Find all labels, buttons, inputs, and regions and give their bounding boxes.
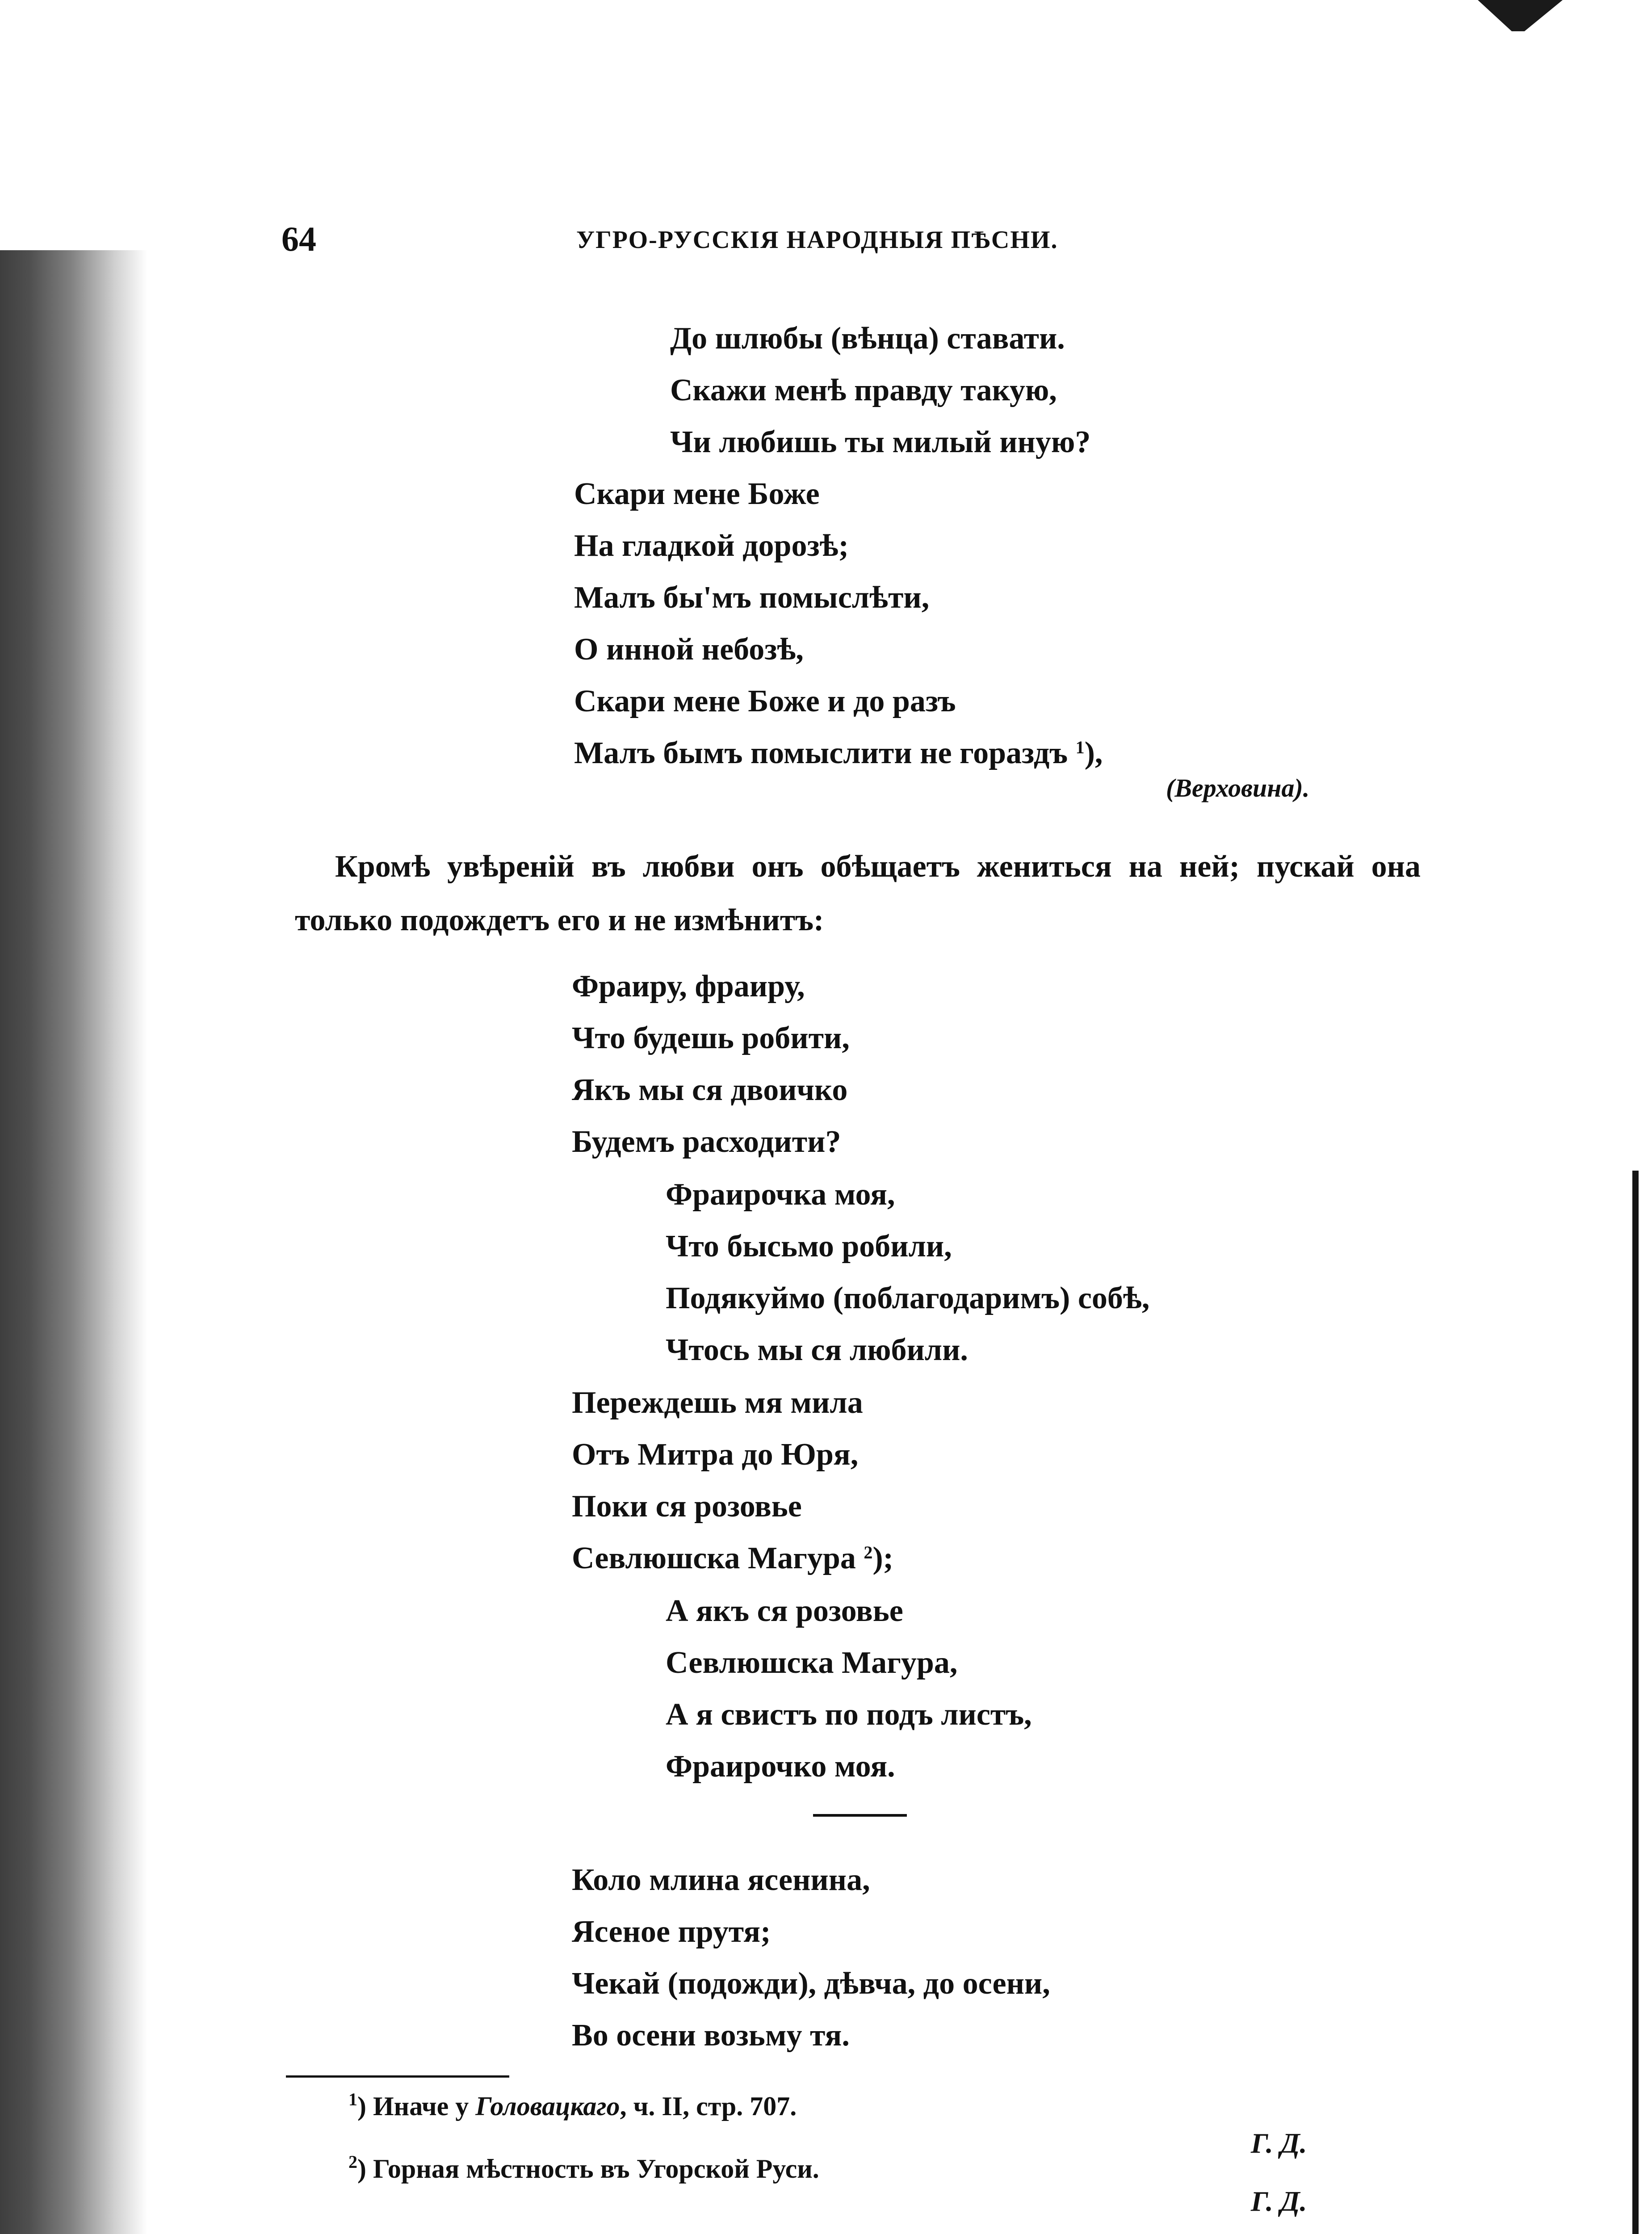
verse-line: Во осени возьму тя.	[572, 2018, 850, 2053]
verse-c	[572, 1854, 1050, 2062]
verse-b-stanza-2	[666, 1169, 1149, 1376]
verse-line: Чекай (подожди), дѣвча, до осени,	[572, 1966, 1050, 2001]
verse-line: Чи любишь ты милый иную?	[670, 425, 1091, 459]
verse-line: Севлюшска Магура $^2$);	[572, 1541, 893, 1575]
prose-text: Кромѣ увѣреній въ любви онъ обѣщаетъ жениться на ней; пускай она только подождетъ его и не измѣнитъ:	[295, 849, 1421, 937]
verse-a	[574, 468, 1103, 779]
verse-line: Фраирочко моя.	[666, 1749, 895, 1784]
verse-line: Будемъ расходити?	[572, 1125, 841, 1159]
verse-line: Чтось мы ся любили.	[666, 1333, 968, 1367]
verse-line: Что бысьмо робили,	[666, 1229, 952, 1264]
running-head: УГРО-РУССКІЯ НАРОДНЫЯ ПѢСНИ.	[576, 226, 1058, 254]
verse-line: Скари мене Боже	[574, 477, 820, 511]
verse-line: Севлюшска Магура,	[666, 1646, 958, 1680]
verse-line: А якъ ся розовье	[666, 1594, 903, 1628]
verse-line: До шлюбы (вѣнца) ставати.	[670, 321, 1065, 356]
scan-edge-shadow	[0, 250, 147, 2234]
verse-line: Отъ Митра до Юря,	[572, 1437, 859, 1472]
verse-line: Фраиру, фраиру,	[572, 969, 805, 1004]
verse-line: Скажи менѣ правду такую,	[670, 373, 1057, 407]
page-number: 64	[281, 219, 316, 258]
footnote-ref: 2	[864, 1542, 873, 1562]
verse-line: Скари мене Боже и до разъ	[574, 684, 956, 718]
verse-line: Поки ся розовье	[572, 1489, 802, 1524]
scan-corner-mark	[1478, 0, 1563, 31]
verse-line: Что будешь робити,	[572, 1021, 850, 1055]
footnote-divider	[286, 2075, 509, 2078]
footnote-2: $^2$) Горная мѣстность въ Угорской Руси.	[348, 2152, 819, 2184]
verse-line: О инной небозѣ,	[574, 632, 804, 667]
verse-line: Якъ мы ся двоичко	[572, 1073, 848, 1107]
prose-paragraph	[295, 840, 1421, 947]
verse-line: Подякуймо (поблагодаримъ) собѣ,	[666, 1281, 1150, 1315]
verse-line: Фраирочка моя,	[666, 1177, 895, 1212]
verse-line: Малъ бы'мъ помыслѣти,	[574, 580, 930, 615]
verse-b-stanza-4	[666, 1585, 1032, 1793]
verse-line: Малъ бымъ помыслити не гораздъ $^1$),	[574, 736, 1103, 770]
footnote-ref: 1	[1075, 737, 1085, 757]
verse-a-indented	[670, 313, 1090, 468]
author-initials: Г. Д.	[1251, 2127, 1307, 2159]
section-divider	[813, 1814, 907, 1817]
verse-line: Переждешь мя мила	[572, 1386, 863, 1420]
verse-line: Коло млина ясенина,	[572, 1863, 870, 1897]
verse-b-stanza-1	[572, 961, 850, 1168]
footnote-1: $^1$) Иначе у Головацкаго, ч. II, стр. 707.	[348, 2089, 797, 2121]
verse-line: На гладкой дорозѣ;	[574, 529, 849, 563]
author-initials: Г. Д.	[1251, 2185, 1307, 2217]
verse-line: А я свистъ по подъ листъ,	[666, 1697, 1032, 1732]
source-note: (Верховина).	[1166, 773, 1310, 802]
verse-line: Ясеное прутя;	[572, 1915, 771, 1949]
scan-edge-line	[1632, 1171, 1639, 2234]
verse-b-stanza-3	[572, 1377, 893, 1584]
